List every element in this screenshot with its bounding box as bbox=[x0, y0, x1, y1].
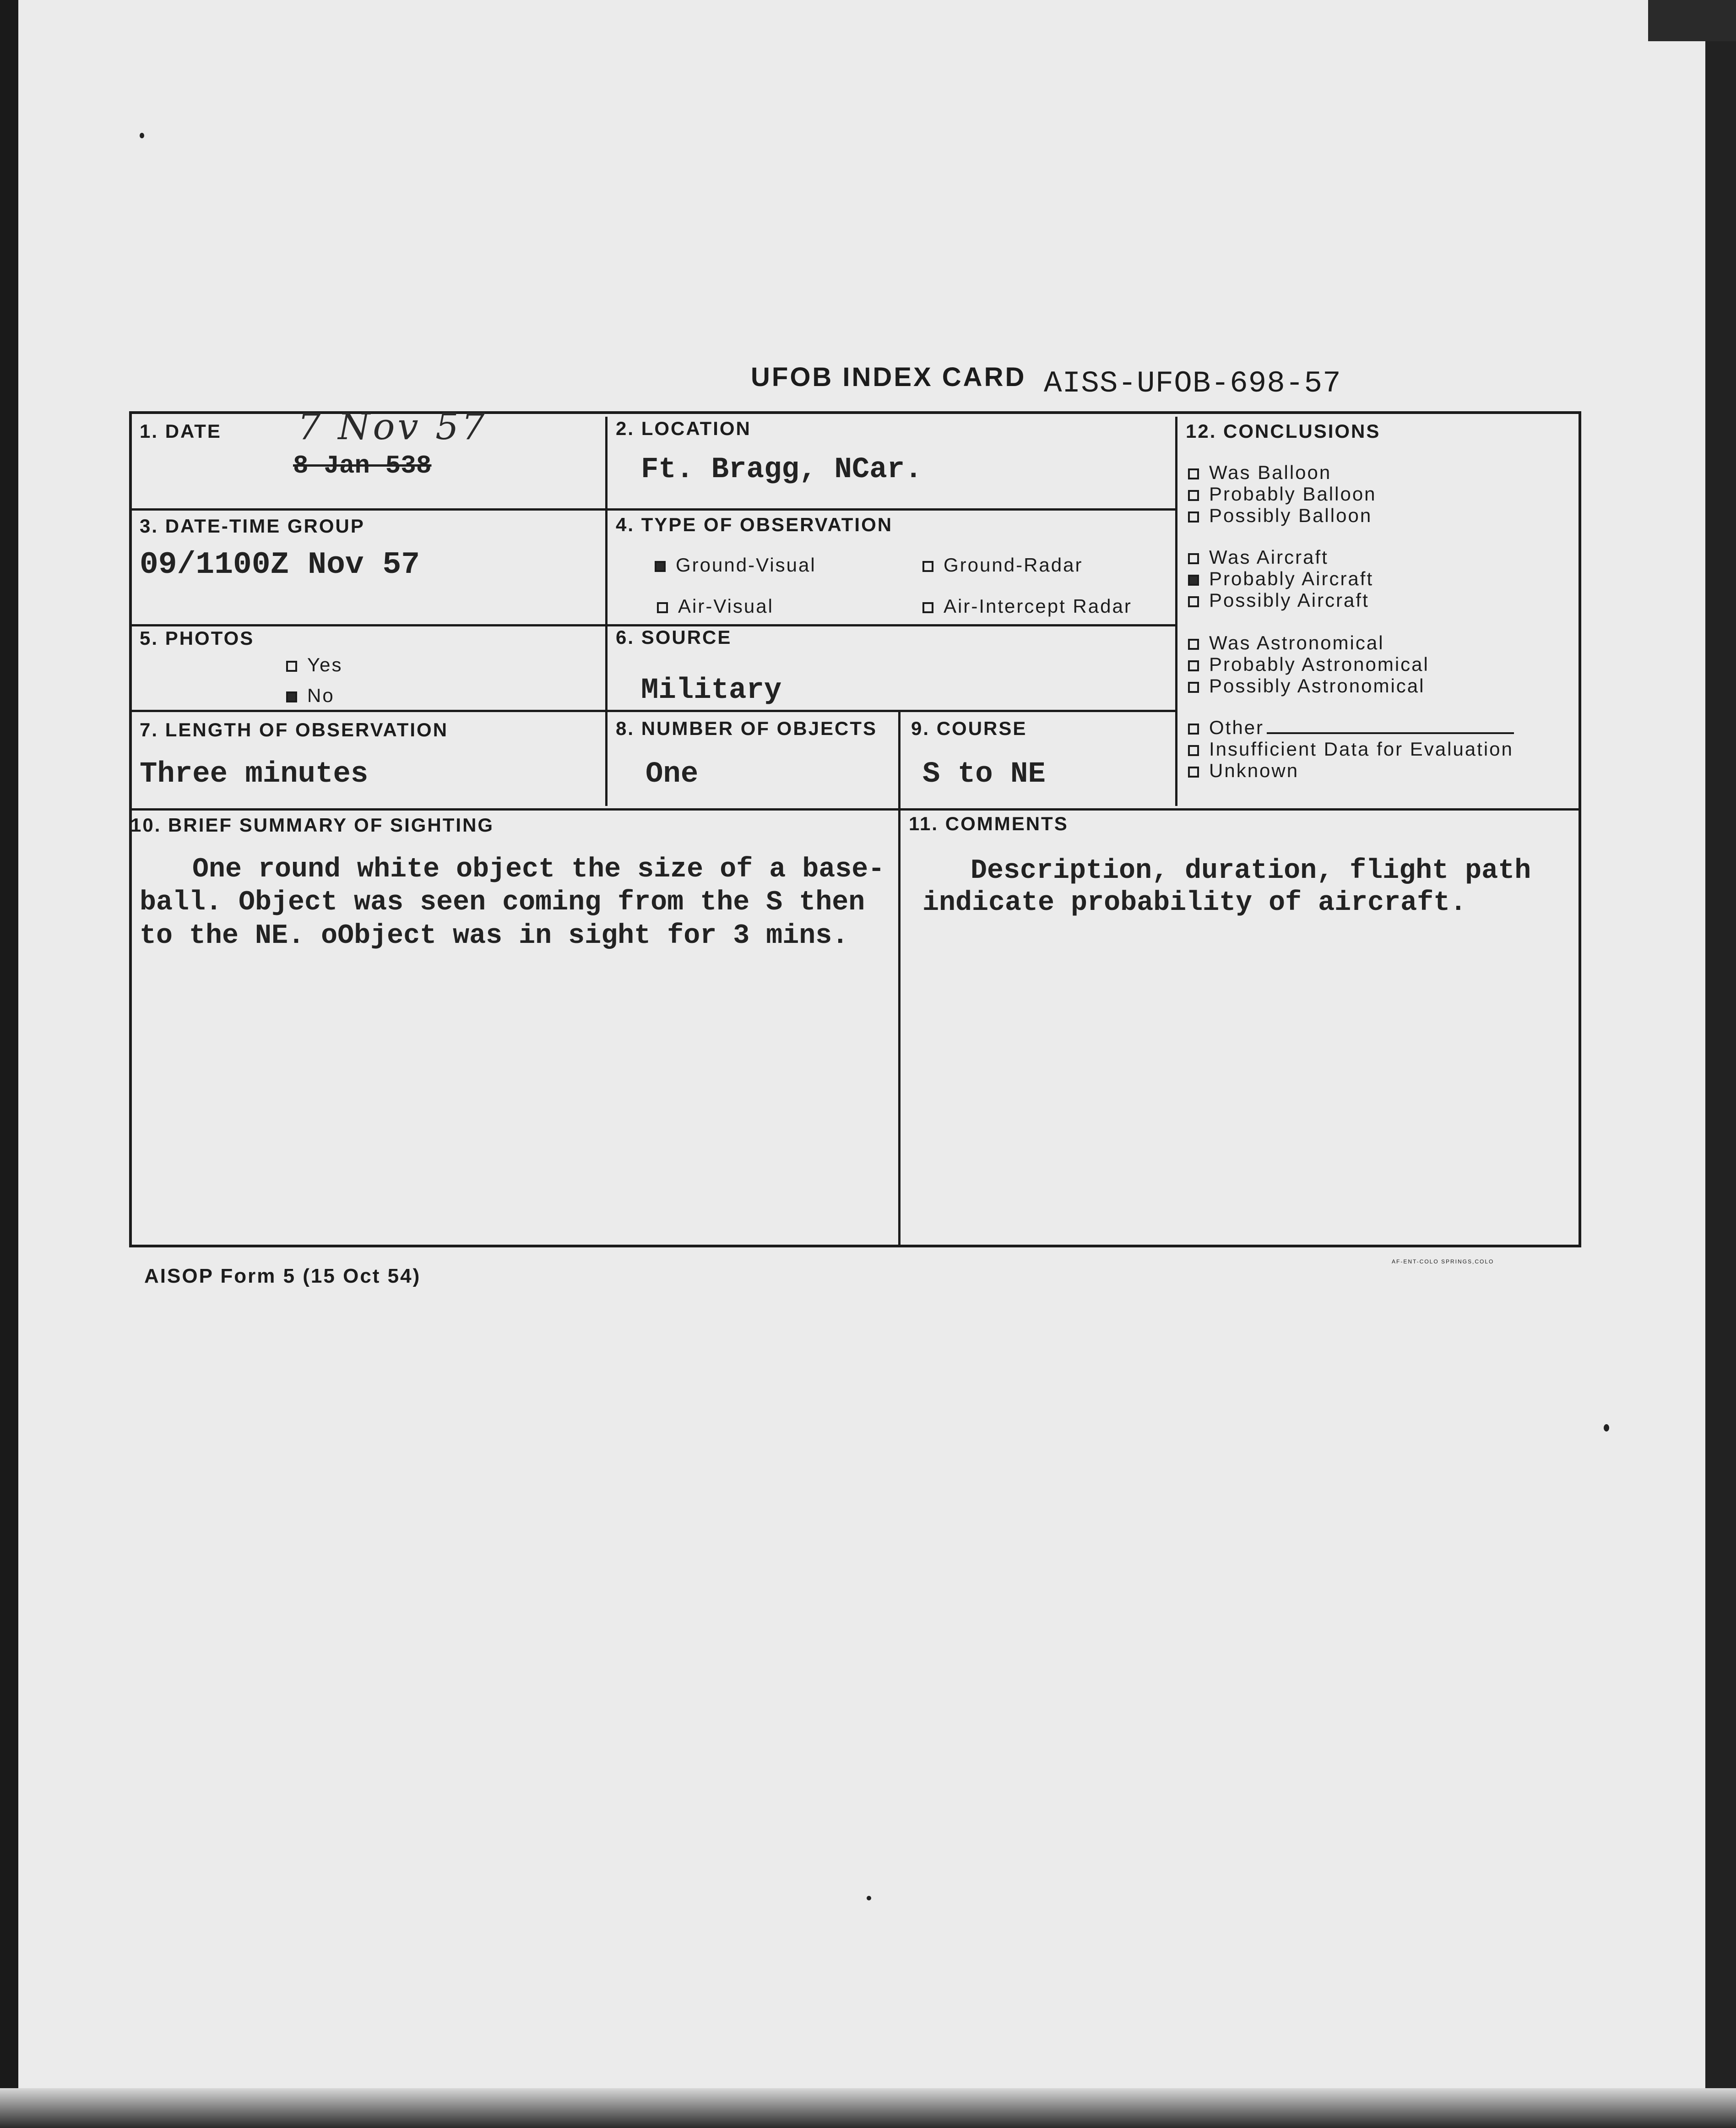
date-time-group-label: 3. DATE-TIME GROUP bbox=[140, 515, 365, 537]
location-value: Ft. Bragg, NCar. bbox=[641, 453, 922, 486]
comments-label: 11. COMMENTS bbox=[909, 813, 1069, 834]
comments-line: indicate probability of aircraft. bbox=[922, 887, 1467, 919]
conclusion-probably-astronomical[interactable]: Probably Astronomical bbox=[1188, 653, 1429, 675]
checkbox[interactable] bbox=[1188, 745, 1199, 756]
checkbox[interactable] bbox=[657, 602, 668, 613]
date-struck: 8 Jan 538 bbox=[293, 451, 432, 480]
divider bbox=[605, 417, 608, 806]
option-ground-visual[interactable]: Ground-Visual bbox=[655, 554, 816, 576]
option-ground-radar[interactable]: Ground-Radar bbox=[922, 554, 1083, 576]
date-handwritten: 7 Nov 57 bbox=[298, 405, 488, 448]
conclusion-unknown[interactable]: Unknown bbox=[1188, 760, 1299, 782]
photos-yes[interactable]: Yes bbox=[286, 654, 343, 676]
checkbox[interactable] bbox=[286, 661, 297, 672]
divider bbox=[1175, 417, 1177, 806]
checkbox-checked[interactable] bbox=[286, 691, 297, 702]
number-of-objects-label: 8. NUMBER OF OBJECTS bbox=[616, 718, 878, 739]
comments-line: Description, duration, flight path bbox=[971, 855, 1531, 887]
checkbox[interactable] bbox=[1188, 512, 1199, 522]
conclusion-insufficient-data[interactable]: Insufficient Data for Evaluation bbox=[1188, 738, 1514, 760]
course-label: 9. COURSE bbox=[911, 718, 1027, 739]
checkbox[interactable] bbox=[1188, 490, 1199, 501]
course-value: S to NE bbox=[922, 758, 1046, 791]
option-air-intercept-radar[interactable]: Air-Intercept Radar bbox=[922, 595, 1132, 617]
scan-bottom-edge bbox=[0, 2088, 1736, 2128]
printer-imprint: AF-ENT-COLO SPRINGS,COLO bbox=[1392, 1258, 1494, 1265]
checkbox[interactable] bbox=[1188, 660, 1199, 671]
checkbox[interactable] bbox=[1188, 767, 1199, 778]
card-title: UFOB INDEX CARD bbox=[751, 362, 1026, 392]
location-label: 2. LOCATION bbox=[616, 418, 751, 439]
divider bbox=[129, 710, 1177, 712]
divider bbox=[129, 508, 1177, 511]
conclusion-possibly-balloon[interactable]: Possibly Balloon bbox=[1188, 505, 1372, 527]
checkbox[interactable] bbox=[1188, 553, 1199, 564]
scan-left-edge bbox=[0, 0, 18, 2128]
photos-label: 5. PHOTOS bbox=[140, 627, 255, 649]
scan-top-corner bbox=[1648, 0, 1736, 41]
checkbox-checked[interactable] bbox=[1188, 575, 1199, 586]
checkbox[interactable] bbox=[922, 602, 933, 613]
conclusion-was-aircraft[interactable]: Was Aircraft bbox=[1188, 546, 1329, 568]
source-value: Military bbox=[641, 674, 782, 707]
checkbox[interactable] bbox=[1188, 639, 1199, 650]
checkbox[interactable] bbox=[1188, 724, 1199, 735]
summary-label: 10. BRIEF SUMMARY OF SIGHTING bbox=[130, 814, 494, 836]
date-label: 1. DATE bbox=[140, 420, 222, 442]
checkbox[interactable] bbox=[1188, 468, 1199, 479]
conclusion-was-astronomical[interactable]: Was Astronomical bbox=[1188, 632, 1384, 654]
length-label: 7. LENGTH OF OBSERVATION bbox=[140, 719, 449, 740]
conclusion-probably-balloon[interactable]: Probably Balloon bbox=[1188, 483, 1377, 505]
conclusion-possibly-aircraft[interactable]: Possibly Aircraft bbox=[1188, 589, 1369, 611]
conclusion-other[interactable]: Other bbox=[1188, 717, 1514, 739]
divider bbox=[898, 710, 901, 1247]
number-of-objects-value: One bbox=[646, 758, 699, 791]
checkbox[interactable] bbox=[1188, 596, 1199, 607]
date-time-group-value: 09/1100Z Nov 57 bbox=[140, 547, 420, 582]
form-number: AISOP Form 5 (15 Oct 54) bbox=[144, 1265, 421, 1287]
summary-line: One round white object the size of a base- bbox=[192, 854, 885, 885]
conclusions-label: 12. CONCLUSIONS bbox=[1186, 420, 1381, 442]
source-label: 6. SOURCE bbox=[616, 626, 732, 648]
checkbox-checked[interactable] bbox=[655, 561, 666, 572]
option-air-visual[interactable]: Air-Visual bbox=[657, 595, 774, 617]
divider bbox=[129, 808, 1581, 811]
conclusion-probably-aircraft[interactable]: Probably Aircraft bbox=[1188, 568, 1373, 590]
observation-type-label: 4. TYPE OF OBSERVATION bbox=[616, 514, 893, 535]
conclusion-was-balloon[interactable]: Was Balloon bbox=[1188, 462, 1331, 484]
scan-speck bbox=[867, 1896, 871, 1900]
checkbox[interactable] bbox=[1188, 682, 1199, 693]
scan-speck bbox=[1604, 1424, 1609, 1431]
summary-line: ball. Object was seen coming from the S then bbox=[140, 887, 865, 918]
card-id: AISS-UFOB-698-57 bbox=[1044, 366, 1341, 401]
length-value: Three minutes bbox=[140, 758, 369, 791]
other-blank-line[interactable] bbox=[1267, 732, 1514, 734]
checkbox[interactable] bbox=[922, 561, 933, 572]
scan-right-edge bbox=[1705, 0, 1736, 2128]
summary-line: to the NE. oObject was in sight for 3 mins. bbox=[140, 920, 849, 952]
photos-no[interactable]: No bbox=[286, 685, 335, 707]
conclusion-possibly-astronomical[interactable]: Possibly Astronomical bbox=[1188, 675, 1425, 697]
scan-speck bbox=[140, 133, 144, 138]
